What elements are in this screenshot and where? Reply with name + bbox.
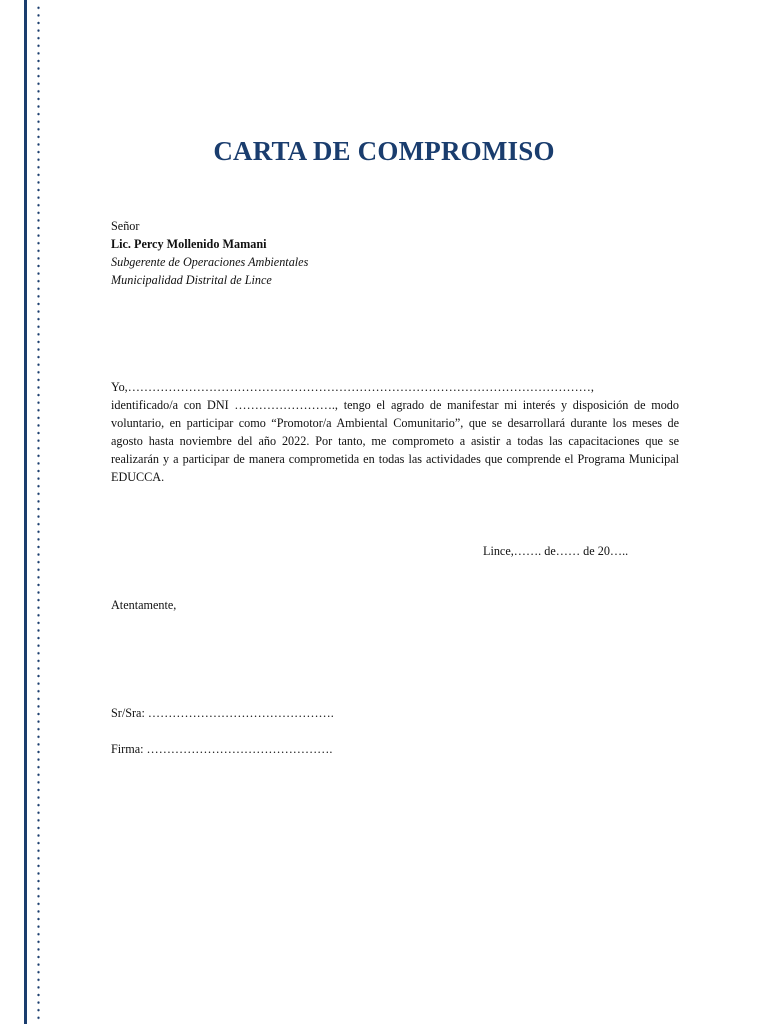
addressee-position: Subgerente de Operaciones Ambientales — [111, 255, 309, 269]
page-title: CARTA DE COMPROMISO — [213, 136, 555, 166]
addressee-block — [111, 217, 308, 289]
addressee-institution: Municipalidad Distrital de Lince — [111, 273, 272, 287]
addressee-name: Lic. Percy Mollenido Mamani — [111, 237, 267, 251]
salutation: Señor — [111, 219, 140, 233]
name-field: Sr/Sra: ………………………………………. — [111, 706, 334, 720]
place-date-line: Lince,……. de…… de 20….. — [483, 544, 629, 558]
body-first-line: Yo,……………………………………………………………………………………………………, — [111, 380, 594, 394]
letter-body — [111, 378, 679, 486]
body-paragraph: identificado/a con DNI ……………………., tengo el agrado de manifestar mi interés y disposición de modo voluntario, en participar como “Promotor/a Ambiental Comunitario”, que se desarrollará durante los meses de agosto hasta noviembre del año 2022. Por tanto, me comprometo a asistir a todas las capacitaciones que se realizarán y a participar de manera comprometida en todas las actividades que comprende el Programa Municipal EDUCCA. — [111, 398, 679, 484]
closing: Atentamente, — [111, 598, 177, 612]
signature-field: Firma: ………………………………………. — [111, 742, 333, 756]
